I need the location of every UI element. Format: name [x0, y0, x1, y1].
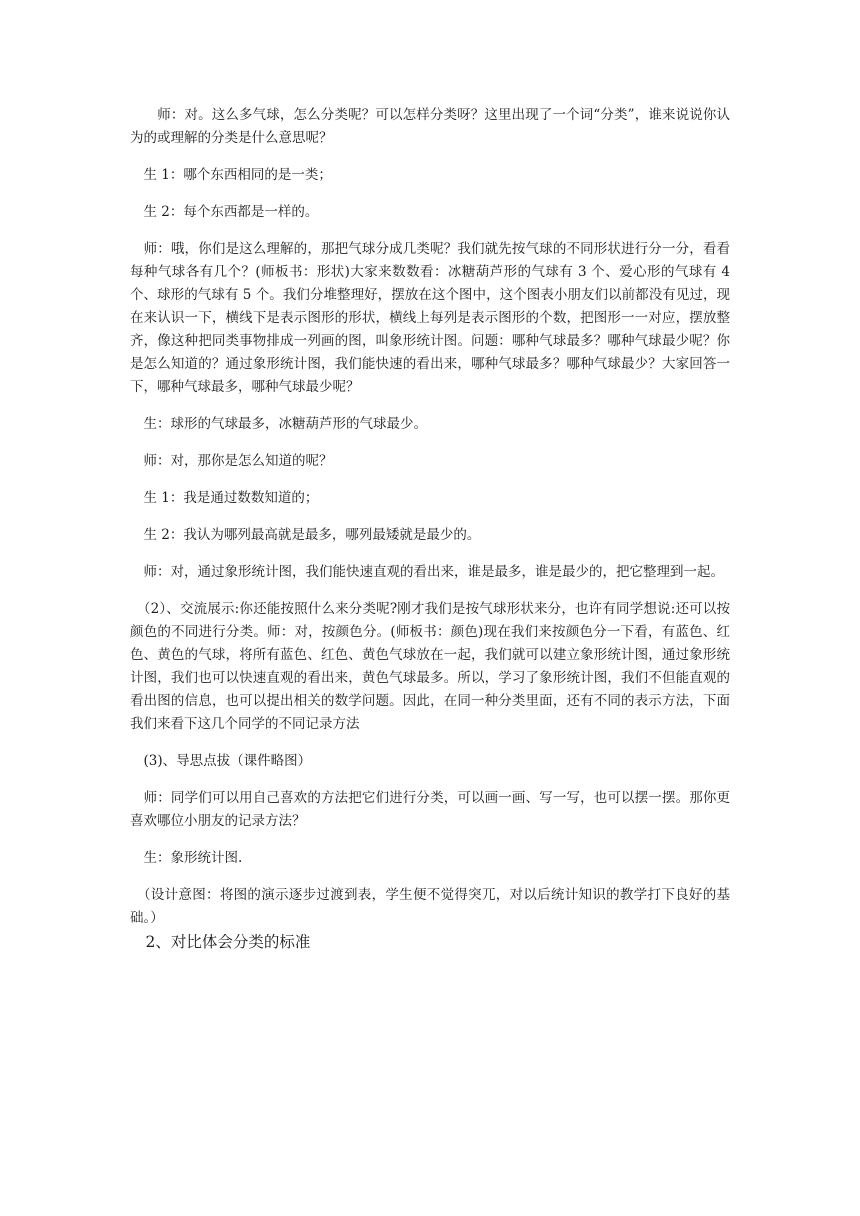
paragraph-student-2-height: 生 2：我认为哪列最高就是最多，哪列最矮就是最少的。	[130, 527, 481, 543]
document-body	[130, 104, 730, 954]
paragraph-teacher-question: 师：对，那你是怎么知道的呢？	[130, 453, 333, 469]
paragraph-exchange-display: （2）、交流展示:你还能按照什么来分类呢?刚才我们是按气球形状来分，也许有同学想说:还可以按颜色的不同进行分类。师：对，按颜色分。(师板书：颜色)现在我们来按颜色分一下看，有蓝色、红色、黄色的气球，将所有蓝色、红色、黄色气球放在一起，我们就可以建立象形统计图，通过象形统计图，我们也可以快速直观的看出来，黄色气球最多。所以，学习了象形统计图，我们不但能直观的看出图的信息，也可以提出相关的数学问题。因此，在同一种分类里面，还有不同的表示方法，下面我们来看下这几个同学的不同记录方法	[130, 601, 730, 732]
section-heading: 2、对比体会分类的标准	[130, 933, 311, 951]
paragraph-design-intent: （设计意图：将图的演示逐步过渡到表，学生便不觉得突兀，对以后统计知识的教学打下良好的基础。）	[130, 887, 730, 926]
paragraph-teacher-summary: 师：对，通过象形统计图，我们能快速直观的看出来，谁是最多，谁是最少的，把它整理到一起。	[130, 564, 724, 580]
paragraph-teacher-intro: 师：对。这么多气球，怎么分类呢？可以怎样分类呀？这里出现了一个词“分类”，谁来说说你认为的或理解的分类是什么意思呢？	[130, 107, 730, 146]
paragraph-teacher-shapes: 师：哦，你们是这么理解的，那把气球分成几类呢？我们就先按气球的不同形状进行分一分，看看每种气球各有几个？(师板书：形状)大家来数数看：冰糖葫芦形的气球有 3 个、爱心形的气球有 4 个、球形的气球有 5 个。我们分堆整理好，摆放在这个图中，这个图表小朋友们以前都没有见过，现在来认识一下，横线下是表示图形的形状，横线上每列是表示图形的个数，把图形一一对应，摆放整齐，像这种把同类事物排成一列画的图，叫象形统计图。问题：哪种气球最多？哪种气球最少呢？你是怎么知道的？通过象形统计图，我们能快速的看出来，哪种气球最多？哪种气球最少？大家回答一下，哪种气球最多，哪种气球最少呢？	[130, 241, 730, 395]
paragraph-student-answer: 生：球形的气球最多，冰糖葫芦形的气球最少。	[130, 416, 427, 432]
paragraph-guided-thinking: (3)、导思点拔（课件略图）	[130, 753, 312, 769]
paragraph-student-1-counting: 生 1：我是通过数数知道的；	[130, 490, 319, 506]
paragraph-teacher-methods: 师：同学们可以用自己喜欢的方法把它们进行分类，可以画一画、写一写，也可以摆一摆。那你更喜欢哪位小朋友的记录方法？	[130, 790, 730, 829]
paragraph-student-pictograph: 生：象形统计图.	[130, 850, 243, 866]
paragraph-student-2: 生 2：每个东西都是一样的。	[130, 204, 319, 220]
paragraph-student-1: 生 1：哪个东西相同的是一类；	[130, 167, 332, 183]
